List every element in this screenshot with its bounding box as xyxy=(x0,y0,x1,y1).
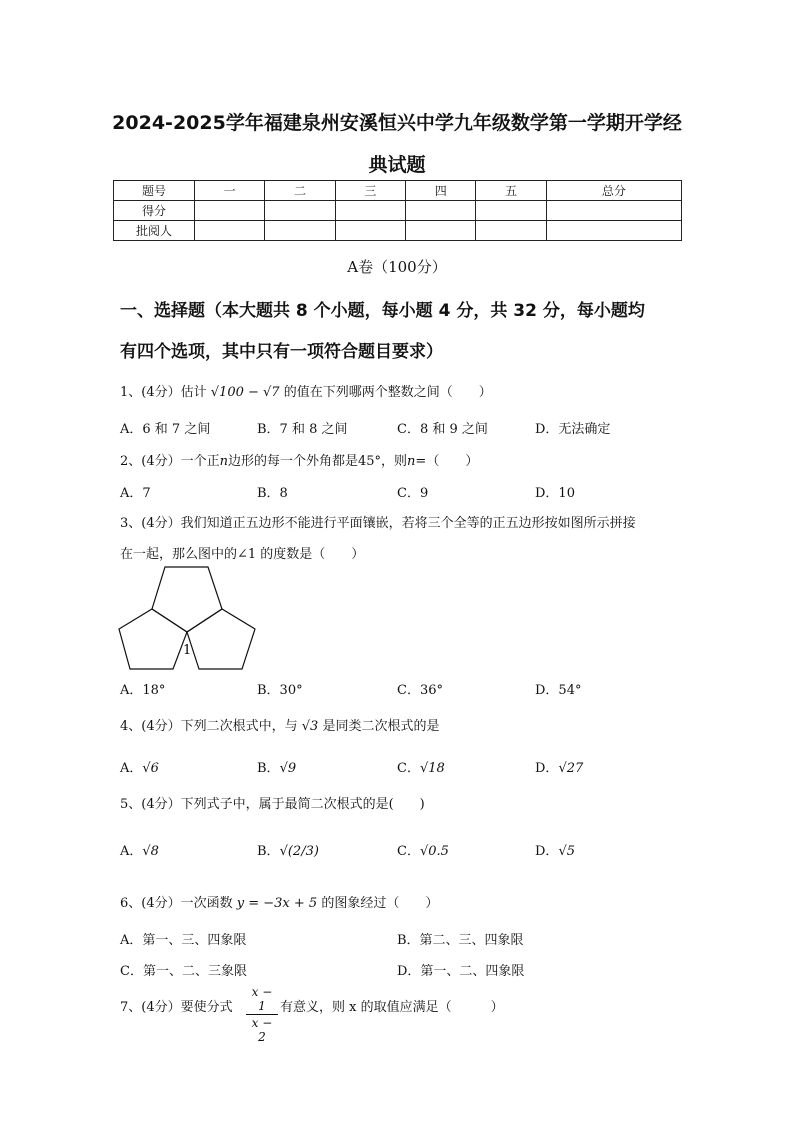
score-table-row xyxy=(114,201,682,221)
option-b: B．7 和 8 之间 xyxy=(257,422,348,437)
option-math: √27 xyxy=(558,761,584,776)
table-cell: 三 xyxy=(335,181,405,201)
option-d xyxy=(535,840,575,859)
question-6 xyxy=(120,892,438,911)
fraction xyxy=(246,985,278,1044)
option-b xyxy=(257,840,319,859)
table-cell xyxy=(265,201,335,221)
math-expression: √3 xyxy=(301,719,319,734)
question-text: 7、(4分）要使分式 xyxy=(120,1000,233,1015)
question-text: 边形的每一个外角都是45°，则 xyxy=(228,454,408,469)
table-cell xyxy=(476,201,546,221)
table-cell xyxy=(406,221,476,241)
table-cell: 四 xyxy=(406,181,476,201)
right-pentagon xyxy=(187,609,255,669)
question-text: 1、(4分）估计 xyxy=(120,385,207,400)
section-a-title: A卷（100分） xyxy=(347,258,447,276)
option-d xyxy=(535,757,583,776)
table-cell: 得分 xyxy=(114,201,195,221)
option-letter: D． xyxy=(535,844,559,859)
option-a: A．6 和 7 之间 xyxy=(120,422,211,437)
question-4 xyxy=(120,715,439,734)
question-7 xyxy=(120,996,233,1015)
option-b xyxy=(257,757,296,776)
question-text: =（ ） xyxy=(415,454,479,469)
question-3-line2: 在一起，那么图中的∠1 的度数是（ ） xyxy=(120,547,365,562)
option-c xyxy=(397,757,445,776)
option-math: √5 xyxy=(558,844,575,859)
fraction-denominator: x − 2 xyxy=(251,1016,273,1044)
table-cell xyxy=(335,201,405,221)
option-d: D．54° xyxy=(535,683,582,698)
question-2 xyxy=(120,450,478,469)
option-math: √18 xyxy=(419,761,445,776)
score-table-header-row xyxy=(114,181,682,201)
option-c xyxy=(397,840,449,859)
score-table xyxy=(113,180,682,241)
option-math: √(2/3) xyxy=(279,844,319,859)
option-letter: B． xyxy=(257,761,280,776)
option-math: √6 xyxy=(142,761,159,776)
table-cell xyxy=(546,201,681,221)
part1-heading-line2: 有四个选项，其中只有一项符合题目要求） xyxy=(120,342,443,362)
score-table-row xyxy=(114,221,682,241)
option-c: C．36° xyxy=(397,683,443,698)
option-a xyxy=(120,840,159,859)
option-letter: B． xyxy=(257,844,280,859)
fraction-bar xyxy=(246,1014,278,1015)
option-letter: C． xyxy=(397,844,420,859)
option-a xyxy=(120,757,159,776)
option-a: A．第一、三、四象限 xyxy=(120,933,247,948)
table-cell xyxy=(546,221,681,241)
table-cell: 题号 xyxy=(114,181,195,201)
table-cell xyxy=(406,201,476,221)
math-expression: √100 − √7 xyxy=(210,385,280,400)
table-cell xyxy=(195,221,265,241)
fraction-numerator: x − 1 xyxy=(251,985,273,1013)
option-letter: D． xyxy=(535,761,559,776)
page-title-line2: 典试题 xyxy=(368,154,426,176)
question-7-suffix: 有意义，则 x 的取值应满足（ ） xyxy=(280,1000,504,1015)
math-variable: n xyxy=(407,454,416,469)
top-pentagon xyxy=(152,567,222,632)
question-text: 是同类二次根式的是 xyxy=(322,719,440,734)
option-math: √8 xyxy=(142,844,159,859)
option-letter: A． xyxy=(120,761,143,776)
left-pentagon xyxy=(119,609,187,669)
table-cell: 批阅人 xyxy=(114,221,195,241)
table-cell: 总分 xyxy=(546,181,681,201)
question-1 xyxy=(120,381,492,400)
question-text: 2、(4分）一个正 xyxy=(120,454,220,469)
option-a: A．18° xyxy=(120,683,166,698)
option-c: C．第一、二、三象限 xyxy=(120,964,247,979)
angle-label: 1 xyxy=(183,643,192,658)
option-letter: C． xyxy=(397,761,420,776)
page-title-line1: 2024-2025学年福建泉州安溪恒兴中学九年级数学第一学期开学经 xyxy=(112,112,682,134)
question-text: 的值在下列哪两个整数之间（ ） xyxy=(283,385,492,400)
math-expression: y = −3x + 5 xyxy=(236,896,318,911)
option-b: B．8 xyxy=(257,486,288,501)
question-text: 6、(4分）一次函数 xyxy=(120,896,233,911)
table-cell xyxy=(195,201,265,221)
pentagon-figure xyxy=(110,562,265,674)
table-cell: 一 xyxy=(195,181,265,201)
table-cell: 五 xyxy=(476,181,546,201)
option-letter: A． xyxy=(120,844,143,859)
option-c: C．8 和 9 之间 xyxy=(397,422,488,437)
question-text: 4、(4分）下列二次根式中，与 xyxy=(120,719,298,734)
table-cell xyxy=(335,221,405,241)
table-cell: 二 xyxy=(265,181,335,201)
option-c: C．9 xyxy=(397,486,429,501)
part1-heading-line1: 一、选择题（本大题共 8 个小题，每小题 4 分，共 32 分，每小题均 xyxy=(120,301,645,321)
option-b: B．30° xyxy=(257,683,303,698)
math-variable: n xyxy=(219,454,228,469)
table-cell xyxy=(265,221,335,241)
option-math: √0.5 xyxy=(419,844,449,859)
option-math: √9 xyxy=(279,761,297,776)
table-cell xyxy=(476,221,546,241)
question-3-line1: 3、(4分）我们知道正五边形不能进行平面镶嵌，若将三个全等的正五边形按如图所示拼接 xyxy=(120,516,636,531)
question-5: 5、(4分）下列式子中，属于最简二次根式的是( ) xyxy=(120,797,425,812)
option-d: D．10 xyxy=(535,486,575,501)
option-d: D．无法确定 xyxy=(535,422,611,437)
question-text: 的图象经过（ ） xyxy=(321,896,439,911)
option-d: D．第一、二、四象限 xyxy=(397,964,525,979)
option-b: B．第二、三、四象限 xyxy=(397,933,524,948)
option-a: A．7 xyxy=(120,486,151,501)
